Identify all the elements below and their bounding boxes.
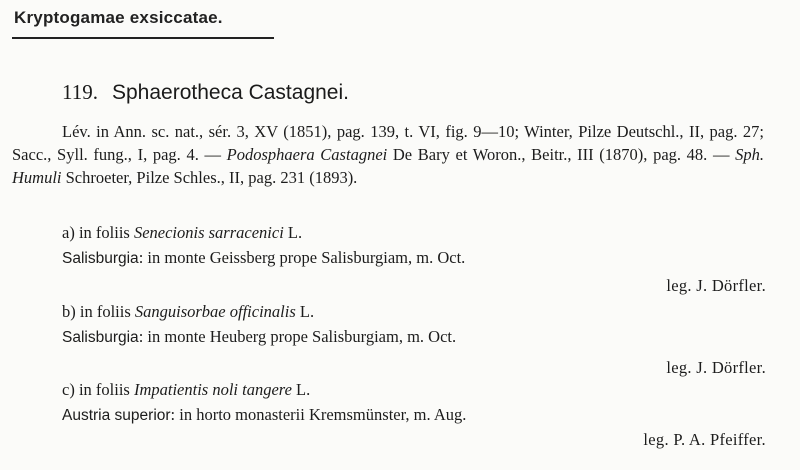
header-underline [12,37,274,39]
specimen-a-host [62,223,302,243]
species-name: Sphaerotheca Castagnei. [111,81,349,104]
host-author: L. [291,380,311,399]
specimen-b-host [62,302,314,322]
citation-3: Schroeter, Pilze Schles., II, pag. 231 (1893). [61,168,358,187]
locality-detail: : in horto monasterii Kremsmünster, m. Aug. [170,405,467,424]
host-author: L. [283,223,303,242]
entry-number: 119. [62,80,98,104]
entry-title [62,80,349,105]
synonymy-text [12,120,764,189]
specimen-a-collector: leg. J. Dörfler. [666,276,766,295]
host-prefix: a) in foliis [62,223,134,242]
synonym-1: Podosphaera Castagnei [226,145,388,164]
citation-2: De Bary et Woron., Beitr., III (1870), pag. 48. — [387,145,736,164]
specimen-c-collector: leg. P. A. Pfeiffer. [643,430,766,449]
locality-name: Salisburgia [62,250,139,267]
host-prefix: c) in foliis [62,380,134,399]
host-name: Sanguisorbae officinalis [134,302,296,321]
specimen-b-locality [62,327,456,347]
synonym-2: Sph. Humuli [12,145,764,187]
host-name: Senecionis sarracenici [133,223,284,242]
host-prefix: b) in foliis [62,302,135,321]
locality-name: Austria superior [62,407,171,424]
section-header: Kryptogamae exsiccatae. [14,8,223,27]
synonymy-paragraph [12,120,764,189]
citation-1: Lév. in Ann. sc. nat., sér. 3, XV (1851), pag. 139, t. VI, fig. 9—10; Winter, Pilze Deutschl., II, pag. 27; Sacc., Syll. fung., I, pag. 4. — [12,122,764,164]
locality-detail: : in monte Geissberg prope Salisburgiam, m. Oct. [138,248,466,267]
specimen-c-host [62,380,310,400]
specimen-b-collector: leg. J. Dörfler. [666,358,766,377]
locality-name: Salisburgia [62,329,139,346]
specimen-a-locality [62,248,465,268]
host-author: L. [295,302,315,321]
locality-detail: : in monte Heuberg prope Salisburgiam, m. Oct. [138,327,457,346]
host-name: Impatientis noli tangere [133,380,292,399]
specimen-c-locality [62,405,466,425]
